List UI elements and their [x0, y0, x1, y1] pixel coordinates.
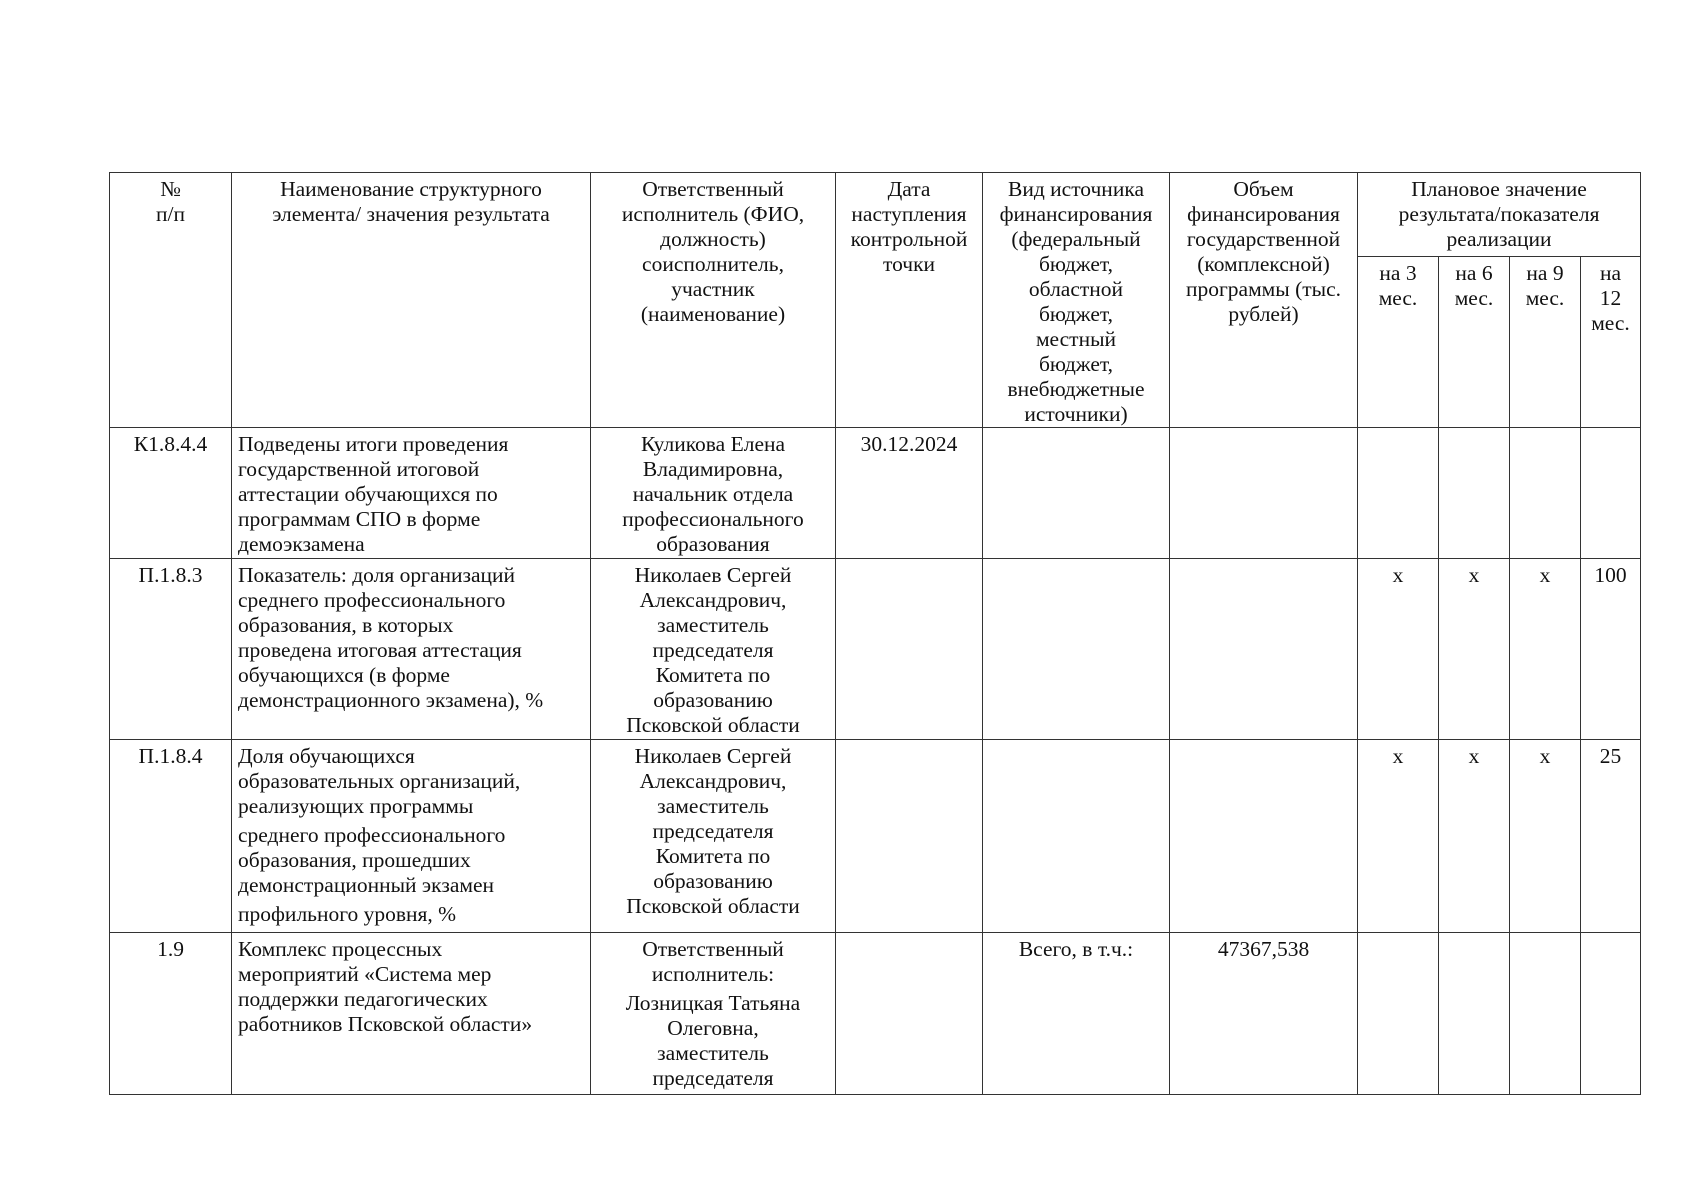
cell-num: К1.8.4.4: [110, 428, 232, 559]
cell-name: [232, 740, 591, 933]
table-row: [110, 559, 1641, 740]
cell-volume: [1170, 559, 1358, 740]
cell-m3: [1358, 933, 1439, 1095]
cell-volume: [1170, 428, 1358, 559]
cell-num: П.1.8.4: [110, 740, 232, 933]
cell-name-part: Доля обучающихся образовательных организаций, реализующих программы: [238, 744, 521, 818]
cell-num: П.1.8.3: [110, 559, 232, 740]
cell-m9: [1510, 428, 1581, 559]
header-m12: на 12 мес.: [1581, 257, 1641, 428]
header-m9: на 9 мес.: [1510, 257, 1581, 428]
cell-source: Всего, в т.ч.:: [983, 933, 1170, 1095]
cell-date: [836, 740, 983, 933]
cell-m3: [1358, 428, 1439, 559]
cell-m6: [1439, 933, 1510, 1095]
cell-m3: x: [1358, 559, 1439, 740]
cell-m12: 100: [1581, 559, 1641, 740]
cell-m9: [1510, 933, 1581, 1095]
header-date: Дата наступления контрольной точки: [836, 173, 983, 428]
cell-date: [836, 559, 983, 740]
cell-m12: 25: [1581, 740, 1641, 933]
cell-date: [836, 933, 983, 1095]
cell-source: [983, 559, 1170, 740]
header-m3: на 3 мес.: [1358, 257, 1439, 428]
header-m6: на 6 мес.: [1439, 257, 1510, 428]
cell-date: 30.12.2024: [836, 428, 983, 559]
cell-responsible: Николаев Сергей Александрович, заместитель председателя Комитета по образованию Псковской области: [591, 559, 836, 740]
cell-m3: x: [1358, 740, 1439, 933]
cell-name: Комплекс процессных мероприятий «Система мер поддержки педагогических работников Псковской области»: [232, 933, 591, 1095]
cell-responsible: [591, 933, 836, 1095]
control-points-table: [109, 172, 1641, 1095]
cell-source: [983, 428, 1170, 559]
cell-volume: 47367,538: [1170, 933, 1358, 1095]
cell-responsible-part: Лозницкая Татьяна Олеговна, заместитель председателя: [625, 991, 801, 1090]
table-body: [110, 428, 1641, 1095]
header-responsible: Ответственный исполнитель (ФИО, должность) соисполнитель, участник (наименование): [591, 173, 836, 428]
cell-m12: [1581, 933, 1641, 1095]
table-header: [110, 173, 1641, 428]
cell-volume: [1170, 740, 1358, 933]
cell-m6: x: [1439, 559, 1510, 740]
cell-m9: x: [1510, 559, 1581, 740]
cell-responsible: Николаев Сергей Александрович, заместитель председателя Комитета по образованию Псковской области: [591, 740, 836, 933]
cell-responsible-part: Ответственный исполнитель:: [642, 937, 784, 986]
table-row: [110, 428, 1641, 559]
cell-name: Подведены итоги проведения государственной итоговой аттестации обучающихся по программам СПО в форме демоэкзамена: [232, 428, 591, 559]
cell-m6: x: [1439, 740, 1510, 933]
cell-name: Показатель: доля организаций среднего профессионального образования, в которых проведена итоговая аттестация обучающихся (в форме демонстрационного экзамена), %: [232, 559, 591, 740]
cell-num: 1.9: [110, 933, 232, 1095]
header-volume: Объем финансирования государственной (комплексной) программы (тыс. рублей): [1170, 173, 1358, 428]
cell-responsible: Куликова Елена Владимировна, начальник отдела профессионального образования: [591, 428, 836, 559]
table-row: [110, 740, 1641, 933]
header-source: Вид источника финансирования (федеральный бюджет, областной бюджет, местный бюджет, внебюджетные источники): [983, 173, 1170, 428]
cell-m12: [1581, 428, 1641, 559]
table-row: [110, 933, 1641, 1095]
cell-name-part: среднего профессионального образования, прошедших демонстрационный экзамен: [238, 823, 506, 897]
cell-source: [983, 740, 1170, 933]
header-num: № п/п: [110, 173, 232, 428]
cell-m9: x: [1510, 740, 1581, 933]
cell-m6: [1439, 428, 1510, 559]
cell-name-part: профильного уровня, %: [238, 902, 457, 926]
header-name: Наименование структурного элемента/ значения результата: [232, 173, 591, 428]
header-plan: Плановое значение результата/показателя реализации: [1358, 173, 1641, 257]
